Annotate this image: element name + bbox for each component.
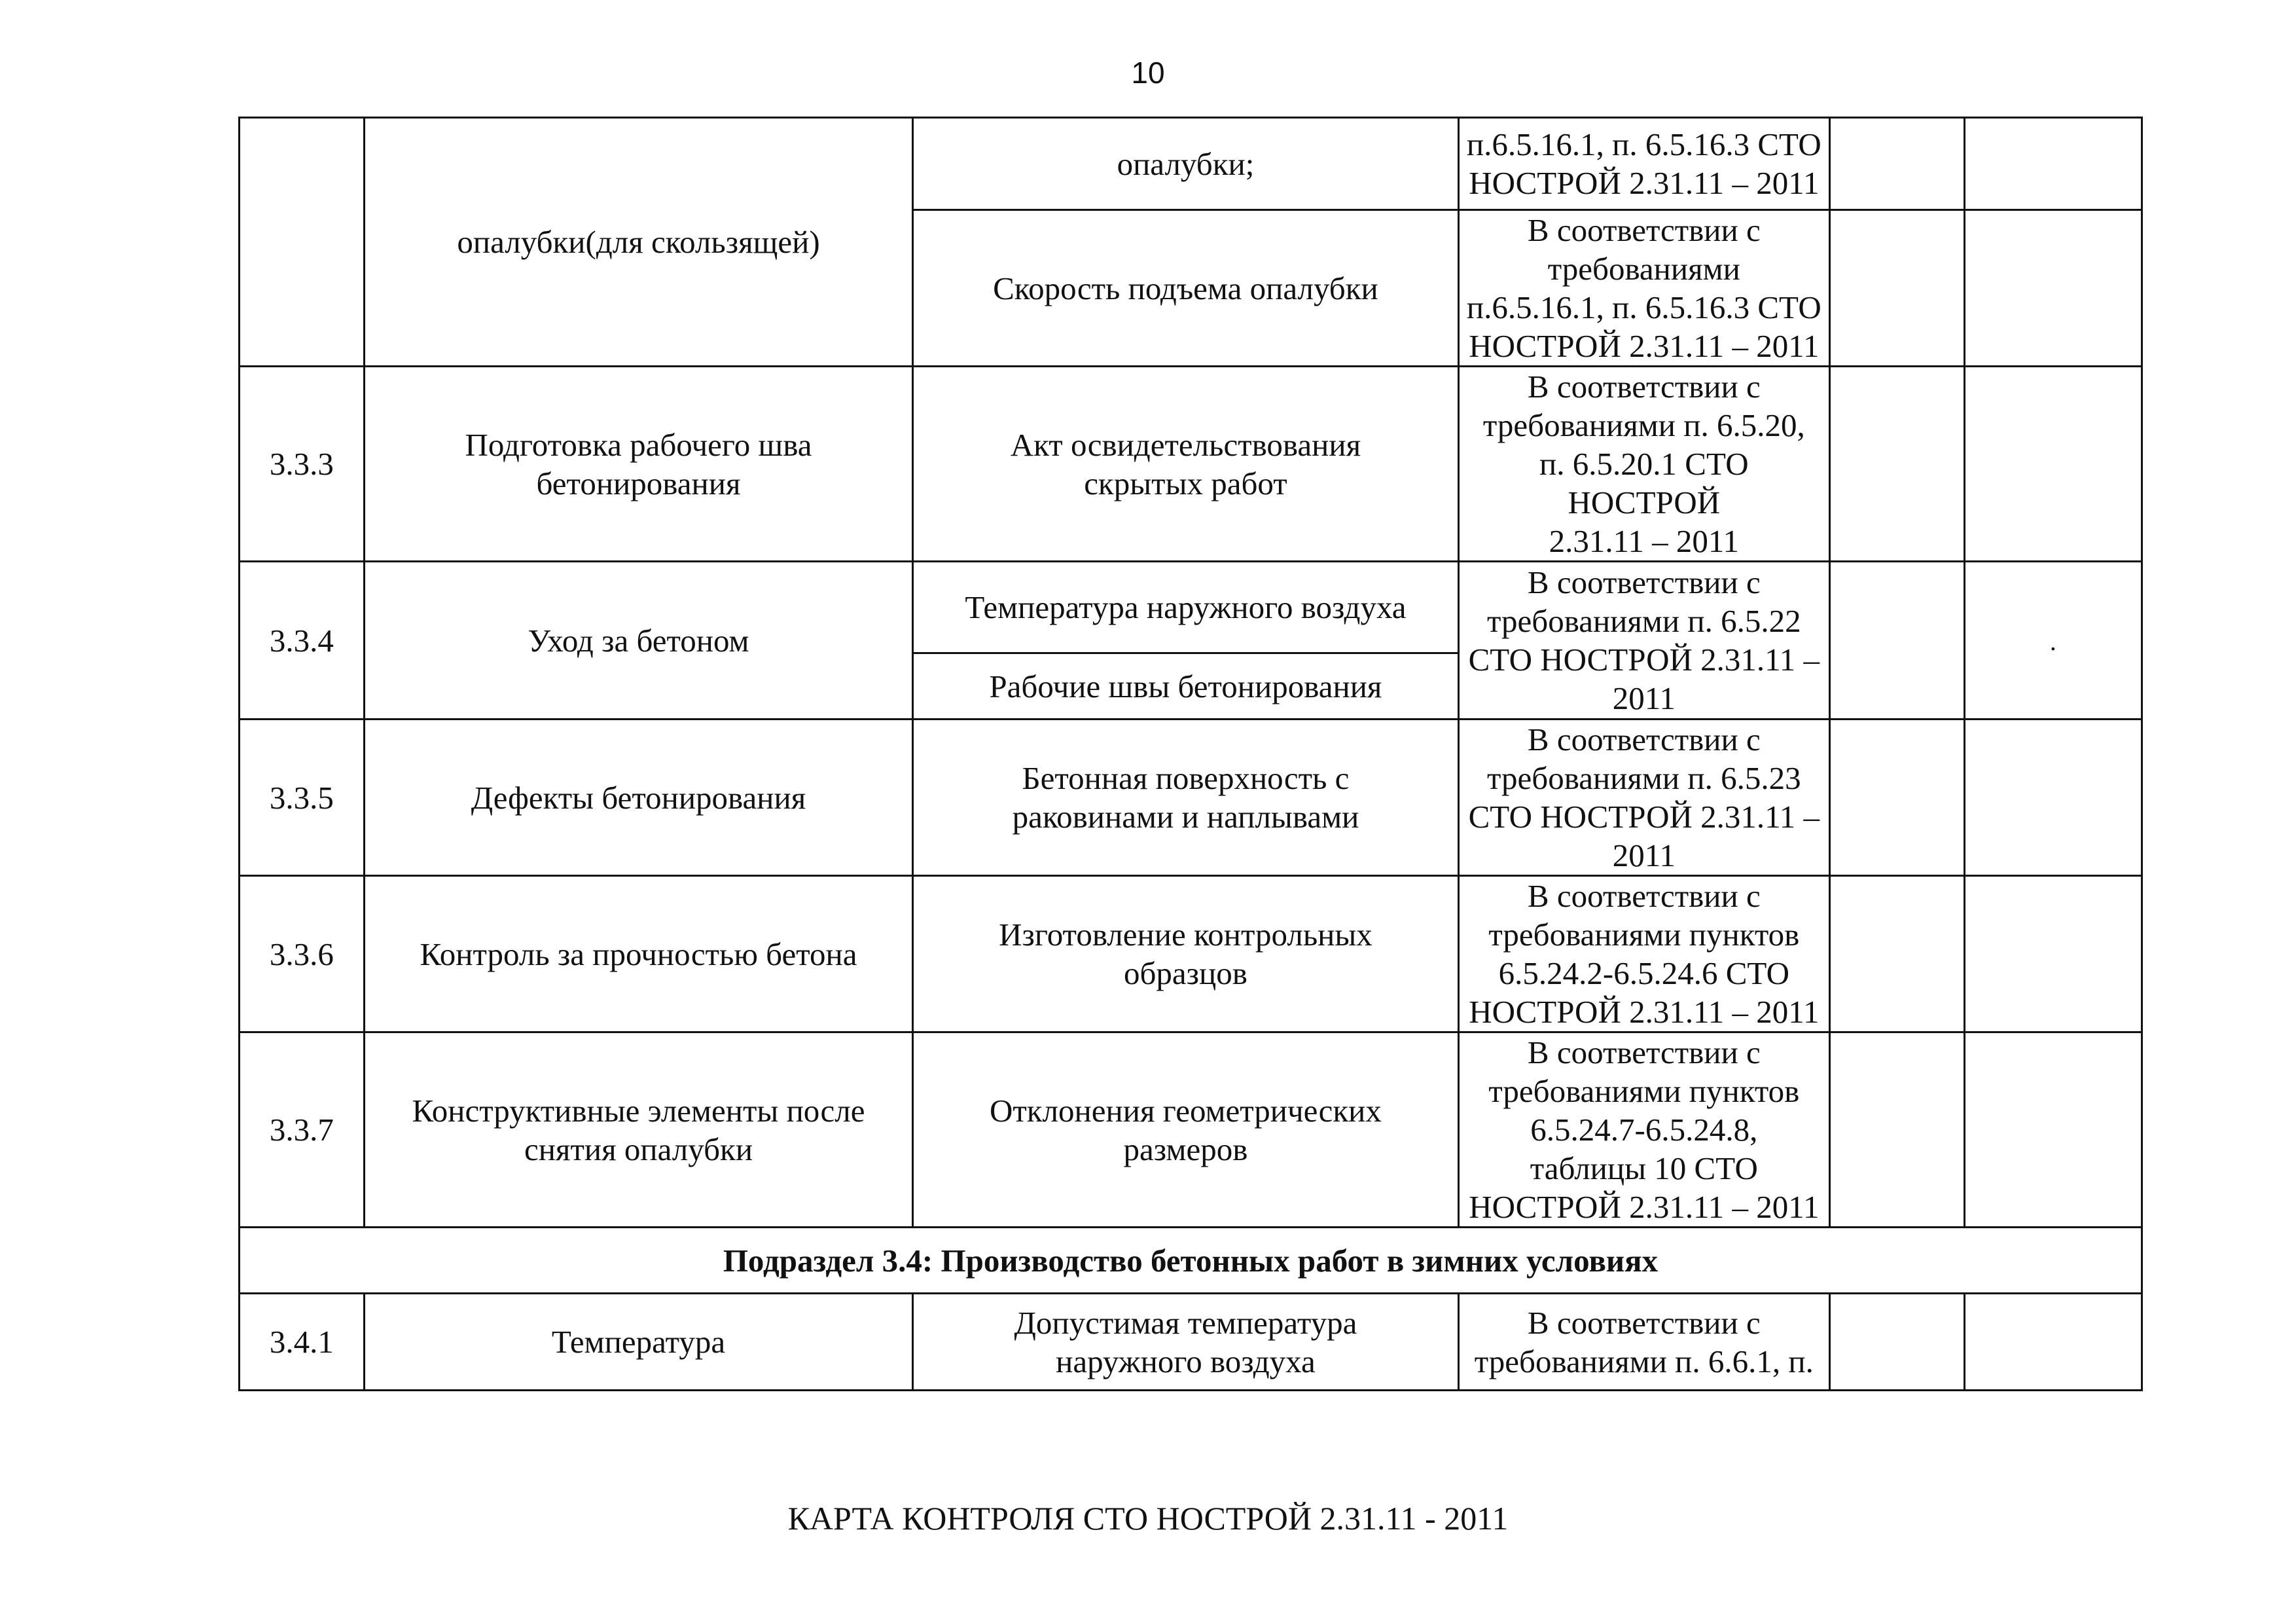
requirement-line: требованиями пунктов [1488,917,1800,953]
num-cell: 3.3.3 [240,367,365,562]
table-row [240,118,2142,210]
section-heading: Подраздел 3.4: Производство бетонных работ в зимних условиях [240,1228,2142,1294]
check-cell [913,210,1458,367]
check-text: Скорость подъема опалубки [993,270,1378,306]
requirement-line: требованиями п. 6.5.23 [1487,760,1801,796]
requirement-cell [1458,210,1829,367]
requirement-cell [1458,118,1829,210]
requirement-line: В соответствии с [1527,721,1761,757]
page-number: 10 [1131,56,1165,90]
stage-line: Подготовка рабочего шва [465,426,812,463]
empty-cell [1830,876,1965,1032]
requirement-line: НОСТРОЙ 2.31.11 – 2011 [1469,165,1820,201]
check-cell: Температура наружного воздуха [913,562,1458,653]
control-table [238,117,2143,1391]
stage-cell: Температура [364,1294,912,1391]
empty-cell [1830,562,1965,720]
requirement-line: 6.5.24.7-6.5.24.8, [1530,1112,1758,1148]
requirement-line: таблицы 10 СТО [1530,1150,1758,1186]
num-cell: 3.4.1 [240,1294,365,1391]
requirement-line: СТО НОСТРОЙ 2.31.11 – [1468,642,1820,678]
requirement-line: требованиями [1547,251,1740,287]
requirement-line: СТО НОСТРОЙ 2.31.11 – [1468,799,1820,835]
empty-cell [1830,1294,1965,1391]
mark-dot: . [2049,627,2056,656]
num-cell: 3.3.5 [240,720,365,876]
mark-cell [1964,562,2142,720]
requirement-line: требованиями пунктов [1488,1073,1800,1109]
empty-cell [1964,876,2142,1032]
requirement-line: п.6.5.16.1, п. 6.5.16.3 СТО [1466,289,1821,325]
requirement-line: В соответствии с [1527,564,1761,600]
check-cell [913,1294,1458,1391]
stage-cell: Контроль за прочностью бетона [364,876,912,1032]
empty-cell [1964,118,2142,210]
table-row [240,1032,2142,1228]
requirement-line: 2011 [1612,837,1676,873]
requirement-cell [1458,367,1829,562]
num-cell [240,118,365,367]
table-row [240,1228,2142,1294]
stage-line: снятия опалубки [524,1131,753,1167]
empty-cell [1830,720,1965,876]
check-line: наружного воздуха [1056,1343,1316,1379]
table-row [240,876,2142,1032]
requirement-cell [1458,720,1829,876]
requirement-line: 2.31.11 – 2011 [1549,523,1740,559]
check-cell: Рабочие швы бетонирования [913,653,1458,720]
table-row [240,367,2142,562]
requirement-cell [1458,562,1829,720]
requirement-cell [1458,876,1829,1032]
requirement-line: требованиями п. 6.6.1, п. [1474,1343,1814,1379]
empty-cell [1964,1294,2142,1391]
check-cell [913,367,1458,562]
check-line: размеров [1123,1131,1248,1167]
empty-cell [1964,210,2142,367]
requirement-line: НОСТРОЙ 2.31.11 – 2011 [1469,994,1820,1030]
empty-cell [1964,720,2142,876]
empty-cell [1830,210,1965,367]
check-cell [913,118,1458,210]
empty-cell [1964,367,2142,562]
requirement-line: В соответствии с [1527,1034,1761,1070]
check-line: Отклонения геометрических [989,1092,1382,1129]
num-cell: 3.3.7 [240,1032,365,1228]
check-cell [913,1032,1458,1228]
check-line: Допустимая температура [1014,1304,1357,1341]
requirement-line: требованиями п. 6.5.20, [1482,407,1805,443]
requirement-line: 2011 [1612,680,1676,716]
requirement-line: НОСТРОЙ 2.31.11 – 2011 [1469,328,1820,364]
empty-cell [1964,1032,2142,1228]
num-cell: 3.3.4 [240,562,365,720]
check-text: опалубки; [1117,145,1255,182]
table-row [240,720,2142,876]
check-cell [913,720,1458,876]
page-footer: КАРТА КОНТРОЛЯ СТО НОСТРОЙ 2.31.11 - 2011 [787,1500,1509,1537]
check-line: Акт освидетельствования [1010,426,1361,463]
requirement-line: НОСТРОЙ 2.31.11 – 2011 [1469,1189,1820,1225]
stage-line: бетонирования [536,465,741,501]
requirement-line: В соответствии с [1527,1304,1761,1341]
empty-cell [1830,1032,1965,1228]
requirement-line: 6.5.24.2-6.5.24.6 СТО [1498,955,1790,991]
stage-line: Конструктивные элементы после [412,1092,865,1129]
stage-cell [364,1032,912,1228]
requirement-line: В соответствии с [1527,369,1761,405]
stage-cell: Дефекты бетонирования [364,720,912,876]
requirement-cell [1458,1032,1829,1228]
empty-cell [1830,367,1965,562]
requirement-cell [1458,1294,1829,1391]
check-line: Изготовление контрольных [999,917,1372,953]
table-row [240,1294,2142,1391]
stage-cell [364,118,912,367]
check-line: скрытых работ [1084,465,1287,501]
check-cell [913,876,1458,1032]
stage-cell [364,367,912,562]
requirement-line: п. 6.5.20.1 СТО НОСТРОЙ [1539,446,1749,520]
requirement-line: В соответствии с [1527,878,1761,914]
requirement-line: требованиями п. 6.5.22 [1487,603,1801,639]
check-line: Бетонная поверхность с [1022,760,1350,796]
check-line: образцов [1124,955,1247,991]
requirement-line: В соответствии с [1527,212,1761,248]
check-line: раковинами и наплывами [1012,799,1359,835]
num-cell: 3.3.6 [240,876,365,1032]
stage-cell: Уход за бетоном [364,562,912,720]
stage-text: опалубки(для скользящей) [457,224,820,260]
requirement-line: п.6.5.16.1, п. 6.5.16.3 СТО [1466,126,1821,162]
empty-cell [1830,118,1965,210]
table-row [240,562,2142,653]
